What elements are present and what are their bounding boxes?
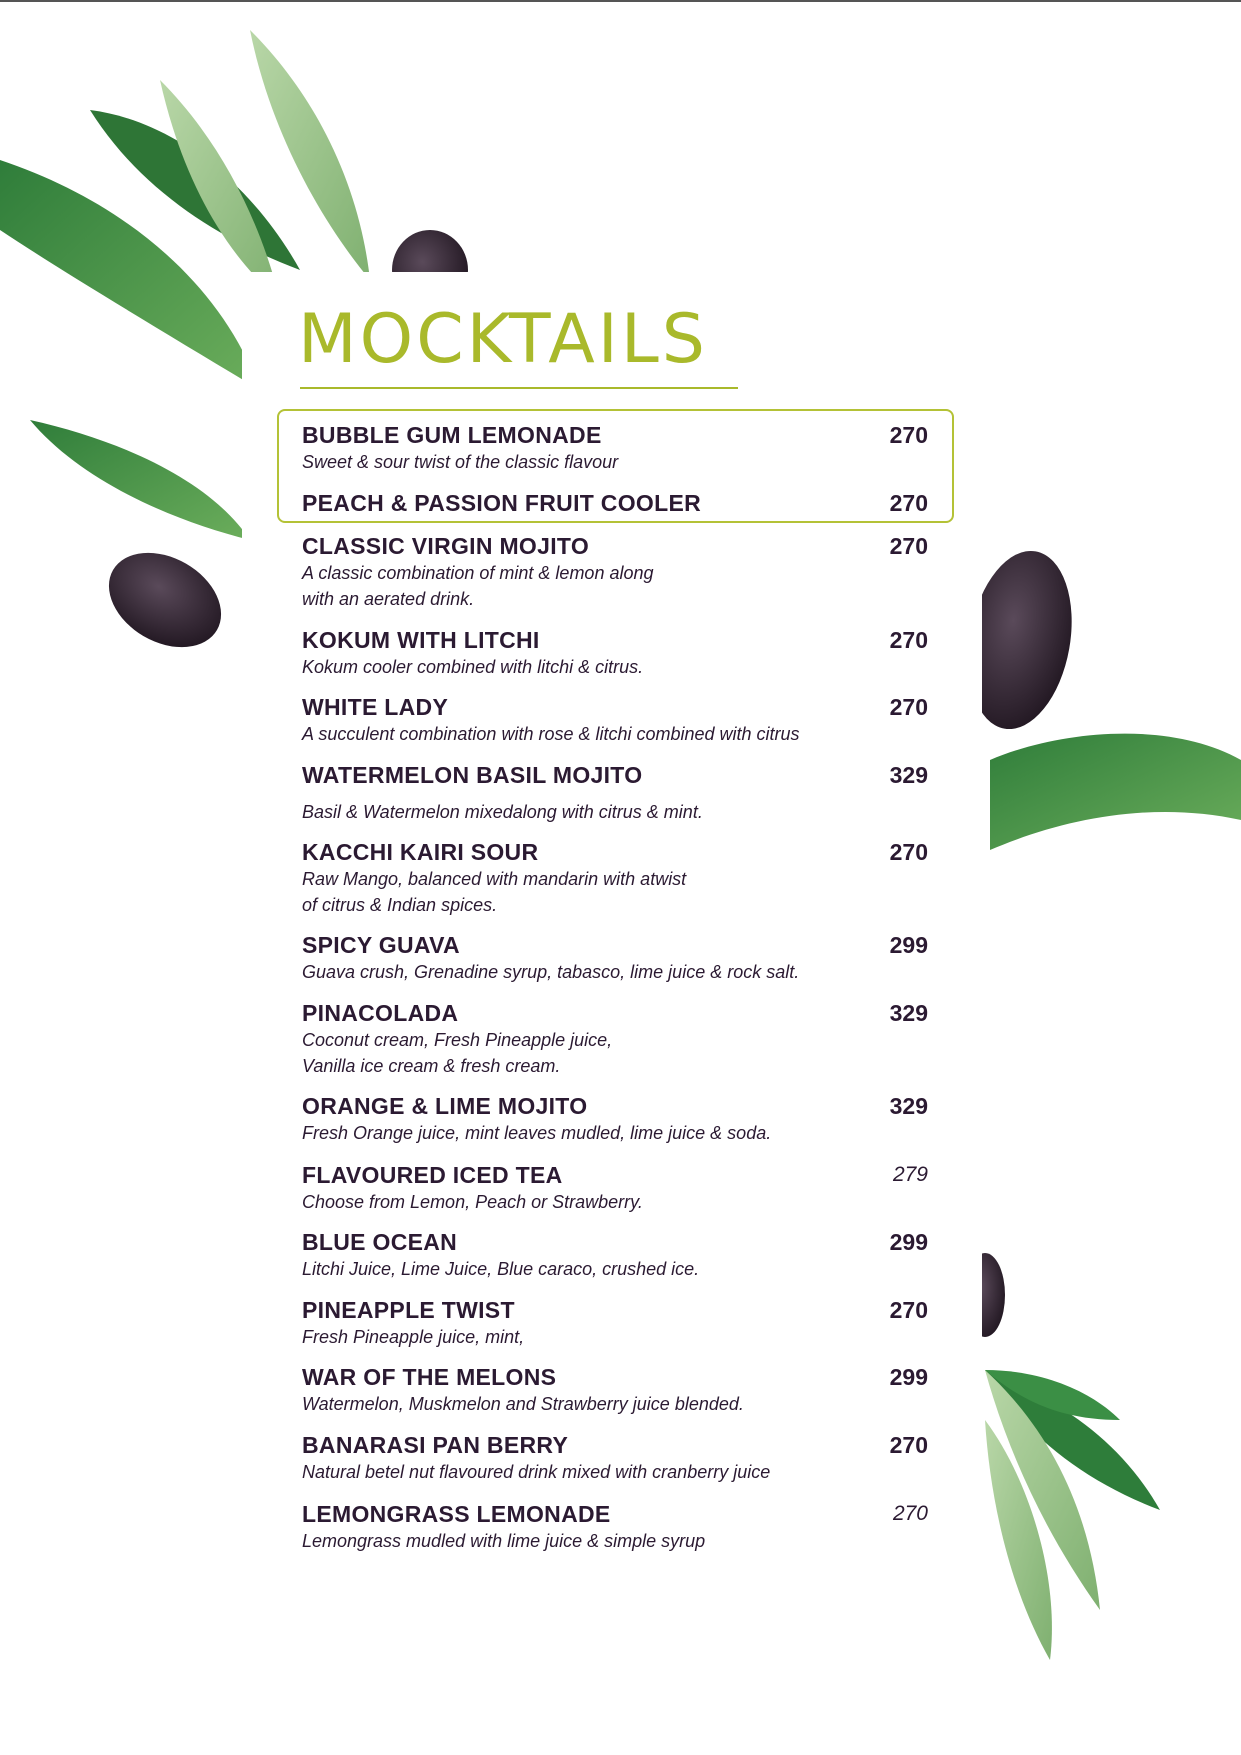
item-name: CLASSIC VIRGIN MOJITO <box>302 533 590 559</box>
menu-item <box>302 532 928 612</box>
item-description: Coconut cream, Fresh Pineapple juice, Vanilla ice cream & fresh cream. <box>302 1030 613 1076</box>
item-description: Basil & Watermelon mixedalong with citrus & mint. <box>302 802 703 822</box>
item-price: 299 <box>889 1229 928 1255</box>
menu-item <box>302 1500 928 1554</box>
item-name: FLAVOURED ICED TEA <box>302 1162 563 1188</box>
menu-item <box>302 1363 928 1417</box>
item-description: A classic combination of mint & lemon along with an aerated drink. <box>302 563 654 609</box>
item-price: 299 <box>889 932 928 958</box>
menu-item <box>302 1161 928 1215</box>
page-title: MOCKTAILS <box>298 300 708 379</box>
item-description: Natural betel nut flavoured drink mixed with cranberry juice <box>302 1462 771 1482</box>
menu-item <box>302 999 928 1079</box>
item-description: Fresh Orange juice, mint leaves mudled, lime juice & soda. <box>302 1123 772 1143</box>
item-name: PINACOLADA <box>302 1000 459 1026</box>
item-price: 279 <box>892 1163 928 1186</box>
item-name: KOKUM WITH LITCHI <box>302 627 540 653</box>
item-description: Fresh Pineapple juice, mint, <box>302 1327 525 1347</box>
menu-item <box>302 1092 928 1146</box>
item-description: Raw Mango, balanced with mandarin with atwist of citrus & Indian spices. <box>302 869 687 915</box>
item-name: BUBBLE GUM LEMONADE <box>302 422 602 448</box>
item-price: 329 <box>889 762 928 788</box>
item-name: BANARASI PAN BERRY <box>302 1432 569 1458</box>
item-description: Kokum cooler combined with litchi & citrus. <box>302 657 644 677</box>
item-name: KACCHI KAIRI SOUR <box>302 839 539 865</box>
item-price: 299 <box>889 1364 928 1390</box>
item-description: A succulent combination with rose & litchi combined with citrus <box>302 724 800 744</box>
menu-item <box>302 931 928 985</box>
item-price: 270 <box>892 1502 928 1525</box>
item-price: 270 <box>889 490 928 516</box>
item-price: 270 <box>889 422 928 448</box>
item-description: Lemongrass mudled with lime juice & simple syrup <box>302 1531 706 1551</box>
item-price: 270 <box>889 533 928 559</box>
item-price: 270 <box>889 1297 928 1323</box>
item-price: 270 <box>889 694 928 720</box>
title-divider <box>300 387 738 389</box>
menu-item <box>302 1431 928 1485</box>
item-price: 270 <box>889 627 928 653</box>
item-name: BLUE OCEAN <box>302 1229 458 1255</box>
item-name: SPICY GUAVA <box>302 932 460 958</box>
item-name: WATERMELON BASIL MOJITO <box>302 762 643 788</box>
menu-item <box>302 693 928 747</box>
menu-item <box>302 626 928 680</box>
item-price: 270 <box>889 839 928 865</box>
menu-item <box>302 838 928 918</box>
item-name: WAR OF THE MELONS <box>302 1364 557 1390</box>
item-description: Litchi Juice, Lime Juice, Blue caraco, crushed ice. <box>302 1259 700 1279</box>
item-price: 270 <box>889 1432 928 1458</box>
item-name: ORANGE & LIME MOJITO <box>302 1093 588 1119</box>
item-name: PINEAPPLE TWIST <box>302 1297 515 1323</box>
item-name: LEMONGRASS LEMONADE <box>302 1501 611 1527</box>
item-description: Guava crush, Grenadine syrup, tabasco, lime juice & rock salt. <box>302 962 800 982</box>
item-description: Watermelon, Muskmelon and Strawberry juice blended. <box>302 1394 744 1414</box>
menu-item <box>302 761 928 825</box>
item-name: PEACH & PASSION FRUIT COOLER <box>302 490 701 516</box>
item-price: 329 <box>889 1000 928 1026</box>
menu-item <box>302 489 928 517</box>
item-description: Choose from Lemon, Peach or Strawberry. <box>302 1192 643 1212</box>
item-description: Sweet & sour twist of the classic flavour <box>302 452 619 472</box>
item-price: 329 <box>889 1093 928 1119</box>
menu-item <box>302 421 928 475</box>
item-name: WHITE LADY <box>302 694 449 720</box>
menu-item <box>302 1228 928 1282</box>
menu-item <box>302 1296 928 1350</box>
